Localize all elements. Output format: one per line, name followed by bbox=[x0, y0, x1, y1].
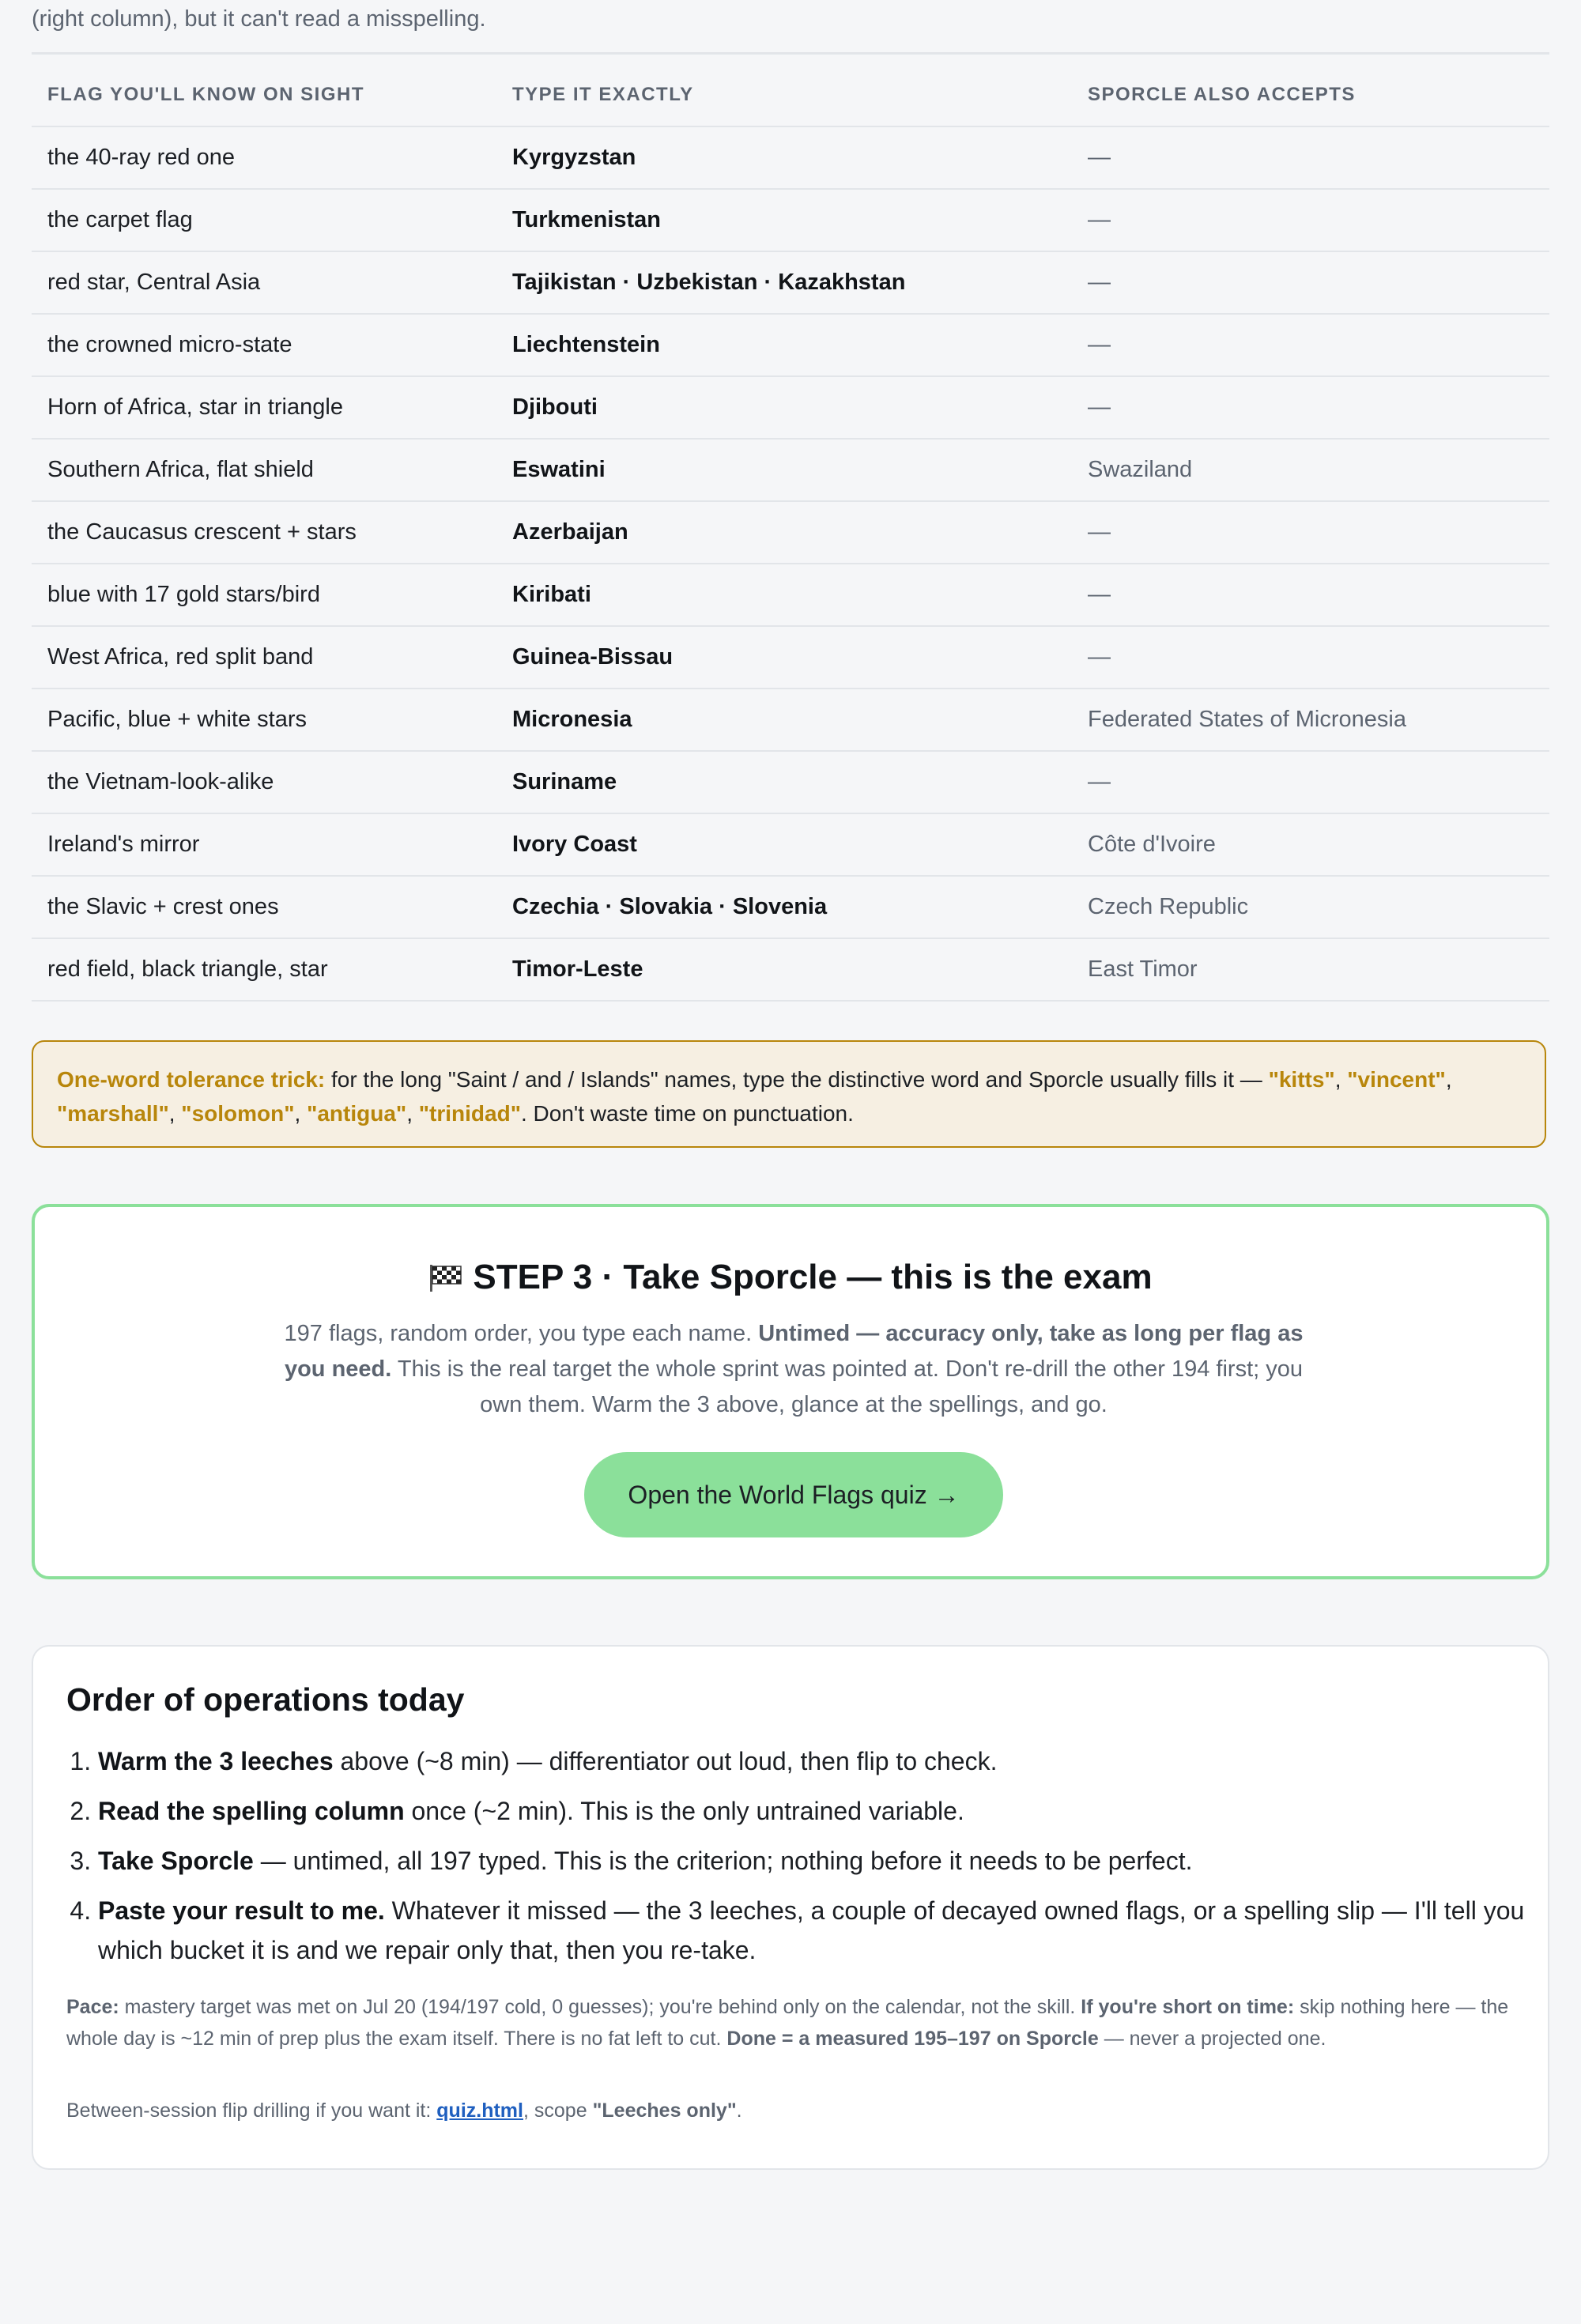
flag-description-cell: the crowned micro-state bbox=[32, 314, 496, 376]
item-text: — untimed, all 197 typed. This is the criterion; nothing before it needs to be perfect. bbox=[253, 1847, 1193, 1875]
table-row bbox=[32, 938, 1549, 1001]
flag-description-cell: West Africa, red split band bbox=[32, 626, 496, 689]
table-row bbox=[32, 251, 1549, 314]
pace-text: skip nothing here — the whole day is ~12 min of prep plus the exam itself. There is no fat left to cut. bbox=[66, 1996, 1509, 2050]
accepted-alternate-cell: — bbox=[1072, 314, 1549, 376]
between-session-note bbox=[66, 2095, 1518, 2126]
spelling-table bbox=[32, 55, 1549, 1002]
step-3-card bbox=[32, 1204, 1549, 1579]
flag-description-cell: the Slavic + crest ones bbox=[32, 876, 496, 938]
table-row bbox=[32, 564, 1549, 626]
tip-sep: , bbox=[294, 1101, 308, 1126]
tip-word: "antigua" bbox=[307, 1101, 407, 1126]
accepted-alternate-cell: Côte d'Ivoire bbox=[1072, 813, 1549, 876]
item-bold: Paste your result to me. bbox=[98, 1896, 385, 1925]
tip-word: "trinidad" bbox=[418, 1101, 521, 1126]
accepted-alternate-cell: — bbox=[1072, 126, 1549, 189]
pace-label: Pace: bbox=[66, 1996, 119, 2018]
table-header-row bbox=[32, 55, 1549, 126]
pace-text: mastery target was met on Jul 20 (194/197 cold, 0 guesses); you're behind only on the calendar, not the skill. bbox=[119, 1996, 1081, 2018]
step-3-description bbox=[272, 1316, 1315, 1423]
tip-sep: , bbox=[1334, 1067, 1348, 1092]
item-bold: Take Sporcle bbox=[98, 1847, 254, 1875]
exact-spelling-cell: Ivory Coast bbox=[496, 813, 1072, 876]
accepted-alternate-cell: Czech Republic bbox=[1072, 876, 1549, 938]
table-row bbox=[32, 189, 1549, 251]
between-text: . bbox=[736, 2100, 742, 2122]
table-row bbox=[32, 813, 1549, 876]
accepted-alternate-cell: — bbox=[1072, 751, 1549, 813]
table-row bbox=[32, 689, 1549, 751]
intro-text: (right column), but it can't read a misspelling. bbox=[32, 0, 1549, 55]
flag-description-cell: the Caucasus crescent + stars bbox=[32, 501, 496, 564]
list-item bbox=[98, 1741, 1537, 1781]
exact-spelling-cell: Azerbaijan bbox=[496, 501, 1072, 564]
exact-spelling-cell: Eswatini bbox=[496, 439, 1072, 501]
tip-tail: . Don't waste time on punctuation. bbox=[520, 1101, 854, 1126]
tip-sep: , bbox=[406, 1101, 419, 1126]
accepted-alternate-cell: — bbox=[1072, 251, 1549, 314]
accepted-alternate-cell: East Timor bbox=[1072, 938, 1549, 1001]
flag-description-cell: red field, black triangle, star bbox=[32, 938, 496, 1001]
flag-description-cell: the Vietnam-look-alike bbox=[32, 751, 496, 813]
step-desc-bold: Untimed — accuracy only, take as long per flag as you need. bbox=[284, 1321, 1304, 1382]
accepted-alternate-cell: — bbox=[1072, 501, 1549, 564]
flag-description-cell: Horn of Africa, star in triangle bbox=[32, 376, 496, 439]
exact-spelling-cell: Czechia · Slovakia · Slovenia bbox=[496, 876, 1072, 938]
accepted-alternate-cell: — bbox=[1072, 376, 1549, 439]
exact-spelling-cell: Turkmenistan bbox=[496, 189, 1072, 251]
item-text: Whatever it missed — the 3 leeches, a couple of decayed owned flags, or a spelling slip — I'll tell you which bucket it is and we repair only that, then you re-take. bbox=[98, 1896, 1525, 1964]
list-item bbox=[98, 1791, 1537, 1831]
step-3-title: STEP 3 · Take Sporcle — this is the exam bbox=[473, 1258, 1153, 1296]
tip-word: "marshall" bbox=[57, 1101, 169, 1126]
step-desc-part: This is the real target the whole sprint was pointed at. Don't re-drill the other 194 first; you own them. Warm the 3 above, glance at the spellings, and go. bbox=[391, 1356, 1304, 1417]
tip-sep: , bbox=[1445, 1067, 1452, 1092]
ops-list bbox=[65, 1741, 1537, 1980]
tip-word: "kitts" bbox=[1268, 1067, 1335, 1092]
table-row bbox=[32, 751, 1549, 813]
table-row bbox=[32, 876, 1549, 938]
tip-word: "vincent" bbox=[1347, 1067, 1446, 1092]
between-text: , scope bbox=[523, 2100, 593, 2122]
pace-text: — never a projected one. bbox=[1098, 2028, 1326, 2050]
exact-spelling-cell: Kiribati bbox=[496, 564, 1072, 626]
table-row bbox=[32, 314, 1549, 376]
tip-text: for the long "Saint / and / Islands" names, type the distinctive word and Sporcle usually fills it — bbox=[325, 1067, 1269, 1092]
table-row bbox=[32, 376, 1549, 439]
scope-value: "Leeches only" bbox=[592, 2100, 737, 2122]
exact-spelling-cell: Liechtenstein bbox=[496, 314, 1072, 376]
tip-word: "solomon" bbox=[181, 1101, 295, 1126]
done-definition: Done = a measured 195–197 on Sporcle bbox=[726, 2028, 1099, 2050]
exact-spelling-cell: Kyrgyzstan bbox=[496, 126, 1072, 189]
step-3-heading bbox=[35, 1258, 1546, 1297]
flag-description-cell: the 40-ray red one bbox=[32, 126, 496, 189]
order-of-operations-card bbox=[32, 1645, 1549, 2170]
item-text: once (~2 min). This is the only untrained variable. bbox=[404, 1797, 964, 1825]
accepted-alternate-cell: — bbox=[1072, 189, 1549, 251]
table-row bbox=[32, 626, 1549, 689]
short-on-time-label: If you're short on time: bbox=[1081, 1996, 1295, 2018]
column-header-accepts: SPORCLE ALSO ACCEPTS bbox=[1072, 55, 1549, 126]
accepted-alternate-cell: — bbox=[1072, 564, 1549, 626]
flag-description-cell: red star, Central Asia bbox=[32, 251, 496, 314]
accepted-alternate-cell: Federated States of Micronesia bbox=[1072, 689, 1549, 751]
column-header-type: TYPE IT EXACTLY bbox=[496, 55, 1072, 126]
accepted-alternate-cell: — bbox=[1072, 626, 1549, 689]
exact-spelling-cell: Guinea-Bissau bbox=[496, 626, 1072, 689]
exact-spelling-cell: Suriname bbox=[496, 751, 1072, 813]
tip-sep: , bbox=[168, 1101, 182, 1126]
flag-description-cell: Pacific, blue + white stars bbox=[32, 689, 496, 751]
pace-note bbox=[66, 1991, 1518, 2054]
tolerance-tip-callout bbox=[32, 1040, 1546, 1148]
between-text: Between-session flip drilling if you want it: bbox=[66, 2100, 437, 2122]
flag-description-cell: blue with 17 gold stars/bird bbox=[32, 564, 496, 626]
item-bold: Warm the 3 leeches bbox=[98, 1747, 334, 1775]
table-row bbox=[32, 439, 1549, 501]
exact-spelling-cell: Micronesia bbox=[496, 689, 1072, 751]
checkered-flag-icon bbox=[428, 1265, 463, 1292]
table-row bbox=[32, 126, 1549, 189]
list-item bbox=[98, 1841, 1537, 1881]
tip-lead: One-word tolerance trick: bbox=[57, 1067, 326, 1092]
exact-spelling-cell: Djibouti bbox=[496, 376, 1072, 439]
quiz-link[interactable]: quiz.html bbox=[436, 2100, 523, 2122]
ops-heading: Order of operations today bbox=[66, 1681, 465, 1718]
exact-spelling-cell: Tajikistan · Uzbekistan · Kazakhstan bbox=[496, 251, 1072, 314]
flag-description-cell: the carpet flag bbox=[32, 189, 496, 251]
step-desc-part: 197 flags, random order, you type each name. bbox=[284, 1321, 759, 1346]
flag-description-cell: Southern Africa, flat shield bbox=[32, 439, 496, 501]
column-header-flag: FLAG YOU'LL KNOW ON SIGHT bbox=[32, 55, 496, 126]
list-item bbox=[98, 1891, 1537, 1970]
item-text: above (~8 min) — differentiator out loud, then flip to check. bbox=[333, 1747, 998, 1775]
accepted-alternate-cell: Swaziland bbox=[1072, 439, 1549, 501]
item-bold: Read the spelling column bbox=[98, 1797, 405, 1825]
table-row bbox=[32, 501, 1549, 564]
exact-spelling-cell: Timor-Leste bbox=[496, 938, 1072, 1001]
open-world-flags-quiz-button[interactable]: Open the World Flags quiz → bbox=[584, 1452, 1003, 1537]
flag-description-cell: Ireland's mirror bbox=[32, 813, 496, 876]
